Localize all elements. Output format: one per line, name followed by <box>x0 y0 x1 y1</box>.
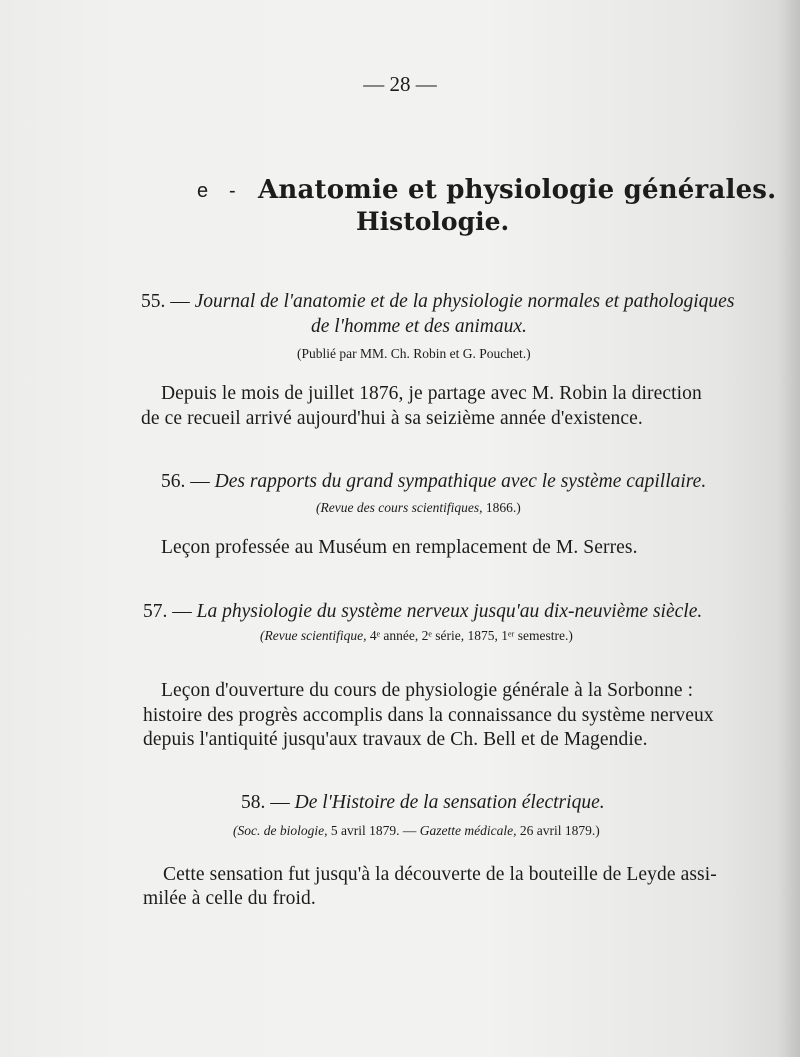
entry-57-source <box>260 628 573 644</box>
entry-number: 55. <box>141 291 166 312</box>
source-gazette: Gazette médicale, <box>419 823 517 838</box>
section-subtitle: Histologie. <box>356 207 510 236</box>
page-edge-shadow <box>778 0 800 1057</box>
source-date-b: 26 avril 1879.) <box>516 823 600 838</box>
section-title: Anatomie et physiologie générales. <box>258 175 777 205</box>
entry-57-body-line3: depuis l'antiquité jusqu'aux travaux de Ch. Bell et de Magendie. <box>143 729 648 750</box>
entry-57-body-line1: Leçon d'ouverture du cours de physiologie générale à la Sorbonne : <box>161 680 694 701</box>
source-journal: (Revue des cours scientifiques, <box>316 500 483 515</box>
entry-55-title-line2 <box>311 316 527 338</box>
entry-title-continued: de l'homme et des animaux. <box>311 316 527 337</box>
entry-title: Journal de l'anatomie et de la physiologie normales et pathologiques <box>194 291 735 312</box>
entry-number: 58. <box>241 792 266 813</box>
entry-dash: — <box>170 291 190 312</box>
entry-55-source: (Publié par MM. Ch. Robin et G. Pouchet.) <box>297 346 531 361</box>
entry-58-body-line1: Cette sensation fut jusqu'à la découverte de la bouteille de Leyde assi- <box>163 864 717 885</box>
entry-56-title <box>161 471 706 493</box>
entry-55-title-line1 <box>141 291 734 313</box>
source-date-a: 5 avril 1879. — <box>327 823 420 838</box>
source-journal: (Revue scientifique, <box>260 628 367 643</box>
entry-55-body-line2: de ce recueil arrivé aujourd'hui à sa seizième année d'existence. <box>141 408 643 429</box>
entry-58-body-line2: milée à celle du froid. <box>143 888 316 909</box>
entry-dash: — <box>172 601 192 622</box>
section-dash: - <box>229 180 236 202</box>
source-society: (Soc. de biologie, <box>233 823 328 838</box>
source-details: 4ᵉ année, 2ᵉ série, 1875, 1ᵉʳ semestre.) <box>366 628 573 643</box>
section-letter: e <box>197 180 209 202</box>
source-details: 1866.) <box>482 500 521 515</box>
entry-title: La physiologie du système nerveux jusqu'au dix-neuvième siècle. <box>196 601 703 622</box>
entry-57-title <box>143 601 702 623</box>
entry-58-source <box>233 823 600 839</box>
entry-number: 57. <box>143 601 168 622</box>
page-number: — 28 — <box>363 72 437 96</box>
entry-dash: — <box>190 471 210 492</box>
entry-57-body-line2: histoire des progrès accomplis dans la connaissance du système nerveux <box>143 705 714 726</box>
entry-56-source <box>316 500 521 516</box>
entry-title: Des rapports du grand sympathique avec le système capillaire. <box>214 471 707 492</box>
entry-56-body-line1: Leçon professée au Muséum en remplacement de M. Serres. <box>161 537 638 558</box>
entry-number: 56. <box>161 471 186 492</box>
entry-dash: — <box>270 792 290 813</box>
entry-58-title <box>241 792 605 814</box>
entry-55-body-line1: Depuis le mois de juillet 1876, je partage avec M. Robin la direction <box>161 383 702 404</box>
entry-title: De l'Histoire de la sensation électrique. <box>294 792 605 813</box>
